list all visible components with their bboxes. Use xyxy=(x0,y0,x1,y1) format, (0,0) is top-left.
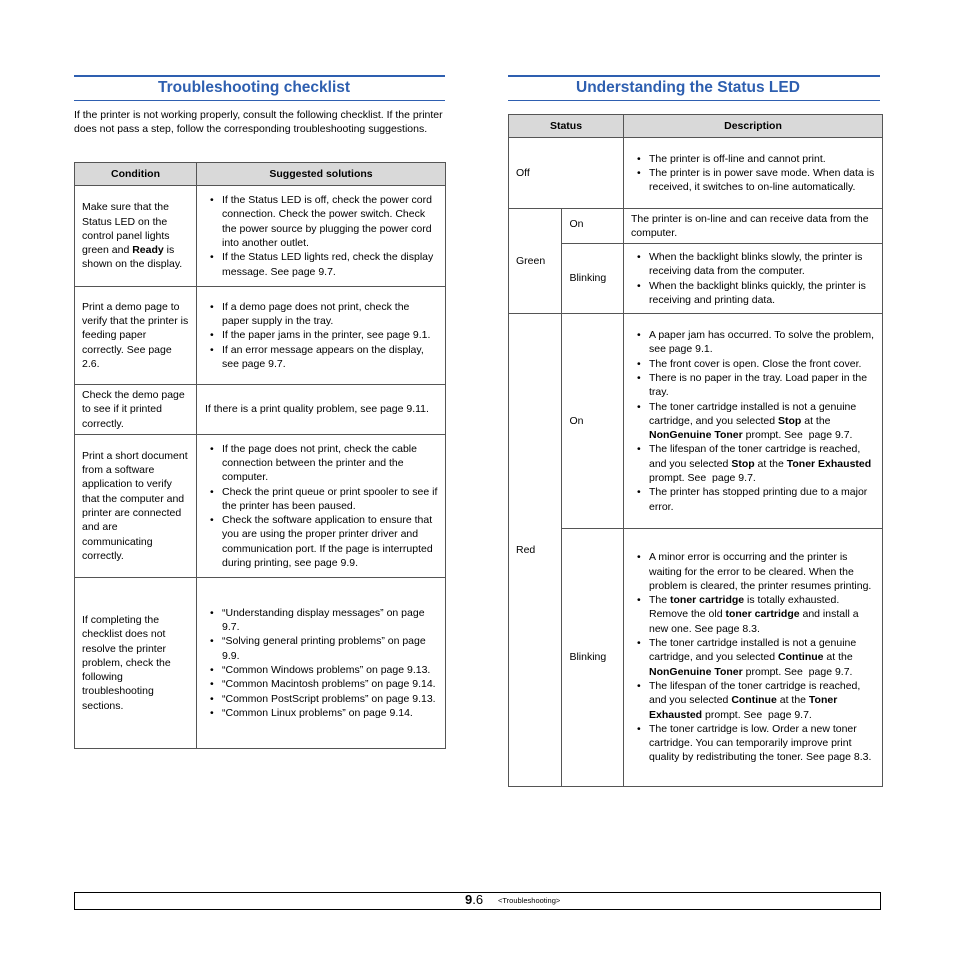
table-row xyxy=(75,578,446,749)
solutions-cell xyxy=(197,287,446,385)
list-item: • When the backlight blinks quickly, the printer is receiving and printing data. xyxy=(649,279,876,308)
list-item: • If an error message appears on the display, see page 9.7. xyxy=(222,343,439,372)
table-row xyxy=(509,529,883,787)
condition-cell: Print a demo page to verify that the printer is feeding paper correctly. See page 2.6. xyxy=(75,287,197,385)
description-list xyxy=(631,152,876,195)
description-header: Description xyxy=(624,115,883,138)
list-item: • The printer is off-line and cannot print. xyxy=(649,152,876,166)
list-item: • A minor error is occurring and the printer is waiting for the error to be cleared. When the problem is cleared, the printer resumes printing. xyxy=(649,550,876,593)
solutions-cell xyxy=(197,186,446,287)
list-item: • The printer is in power save mode. When data is received, it switches to on-line automatically. xyxy=(649,166,876,195)
description-cell xyxy=(624,529,883,787)
list-item: • “Common Windows problems” on page 9.13. xyxy=(222,663,439,677)
solutions-cell: If there is a print quality problem, see page 9.11. xyxy=(197,385,446,435)
status-led-table xyxy=(508,114,883,787)
checklist-table xyxy=(74,162,446,749)
status-led-heading: Understanding the Status LED xyxy=(508,75,880,101)
table-row xyxy=(509,244,883,314)
page-number xyxy=(465,892,483,907)
list-item: • A paper jam has occurred. To solve the problem, see page 9.1. xyxy=(649,328,876,357)
substatus-on-cell: On xyxy=(562,209,624,244)
substatus-on-cell: On xyxy=(562,314,624,529)
list-item: • The toner cartridge is totally exhausted. Remove the old toner cartridge and install a new one. See page 8.3. xyxy=(649,593,876,636)
status-header: Status xyxy=(509,115,624,138)
list-item: • The printer has stopped printing due to a major error. xyxy=(649,485,876,514)
status-off-cell: Off xyxy=(509,138,624,209)
list-item: • The front cover is open. Close the front cover. xyxy=(649,357,876,371)
list-item: • “Solving general printing problems” on page 9.9. xyxy=(222,634,439,663)
solutions-header: Suggested solutions xyxy=(197,163,446,186)
list-item: • If a demo page does not print, check the paper supply in the tray. xyxy=(222,300,439,329)
solutions-list xyxy=(204,606,439,720)
list-item: • If the Status LED lights red, check the display message. See page 9.7. xyxy=(222,250,439,279)
list-item: • There is no paper in the tray. Load paper in the tray. xyxy=(649,371,876,400)
description-cell xyxy=(624,138,883,209)
list-item: • The toner cartridge is low. Order a new toner cartridge. You can temporarily improve print quality by redistributing the toner. See page 8.3. xyxy=(649,722,876,765)
table-row xyxy=(509,314,883,529)
list-item: • “Common Macintosh problems” on page 9.14. xyxy=(222,677,439,691)
condition-cell: If completing the checklist does not resolve the printer problem, check the following troubleshooting sections. xyxy=(75,578,197,749)
list-item: • The lifespan of the toner cartridge is reached, and you selected Stop at the Toner Exhausted prompt. See page 9.7. xyxy=(649,442,876,485)
table-row xyxy=(75,186,446,287)
table-row xyxy=(509,138,883,209)
list-item: • If the Status LED is off, check the power cord connection. Check the power switch. Check the power source by plugging the power cord into another outlet. xyxy=(222,193,439,250)
table-row xyxy=(75,385,446,435)
list-item: • “Common PostScript problems” on page 9.13. xyxy=(222,692,439,706)
list-item: • Check the print queue or print spooler to see if the printer has been paused. xyxy=(222,485,439,514)
section-label: <Troubleshooting> xyxy=(498,896,561,905)
list-item: • “Understanding display messages” on page 9.7. xyxy=(222,606,439,635)
description-list xyxy=(631,328,876,514)
condition-cell: Print a short document from a software application to verify that the computer and printer are connected and are communicating correctly. xyxy=(75,435,197,578)
condition-header: Condition xyxy=(75,163,197,186)
description-cell: The printer is on-line and can receive data from the computer. xyxy=(624,209,883,244)
list-item: • If the paper jams in the printer, see page 9.1. xyxy=(222,328,439,342)
list-item: • The toner cartridge installed is not a genuine cartridge, and you selected Continue at the NonGenuine Toner prompt. See page 9.7. xyxy=(649,636,876,679)
solutions-list xyxy=(204,442,439,571)
list-item: • The lifespan of the toner cartridge is reached, and you selected Continue at the Toner Exhausted prompt. See page 9.7. xyxy=(649,679,876,722)
solutions-list xyxy=(204,193,439,279)
description-list xyxy=(631,550,876,764)
substatus-blinking-cell: Blinking xyxy=(562,244,624,314)
substatus-blinking-cell: Blinking xyxy=(562,529,624,787)
list-item: • When the backlight blinks slowly, the printer is receiving data from the computer. xyxy=(649,250,876,279)
table-row xyxy=(75,435,446,578)
troubleshooting-checklist-heading: Troubleshooting checklist xyxy=(74,75,445,101)
condition-cell: Check the demo page to see if it printed correctly. xyxy=(75,385,197,435)
solutions-cell xyxy=(197,435,446,578)
description-cell xyxy=(624,244,883,314)
status-green-cell: Green xyxy=(509,209,562,314)
condition-cell: Make sure that the Status LED on the control panel lights green and Ready is shown on the display. xyxy=(75,186,197,287)
description-list xyxy=(631,250,876,307)
list-item: • “Common Linux problems” on page 9.14. xyxy=(222,706,439,720)
page-suffix: .6 xyxy=(472,892,484,907)
checklist-intro: If the printer is not working properly, consult the following checklist. If the printer does not pass a step, follow the corresponding troubleshooting suggestions. xyxy=(74,109,443,135)
status-red-cell: Red xyxy=(509,314,562,787)
description-cell xyxy=(624,314,883,529)
solutions-cell xyxy=(197,578,446,749)
list-item: • The toner cartridge installed is not a genuine cartridge, and you selected Stop at the NonGenuine Toner prompt. See page 9.7. xyxy=(649,400,876,443)
list-item: • Check the software application to ensure that you are using the proper printer driver and communication port. If the page is interrupted during printing, see page 9.9. xyxy=(222,513,439,570)
solutions-list xyxy=(204,300,439,371)
table-row xyxy=(509,209,883,244)
page-footer xyxy=(74,892,881,910)
table-row xyxy=(75,287,446,385)
list-item: • If the page does not print, check the cable connection between the printer and the computer. xyxy=(222,442,439,485)
chapter-number: 9 xyxy=(465,892,473,907)
